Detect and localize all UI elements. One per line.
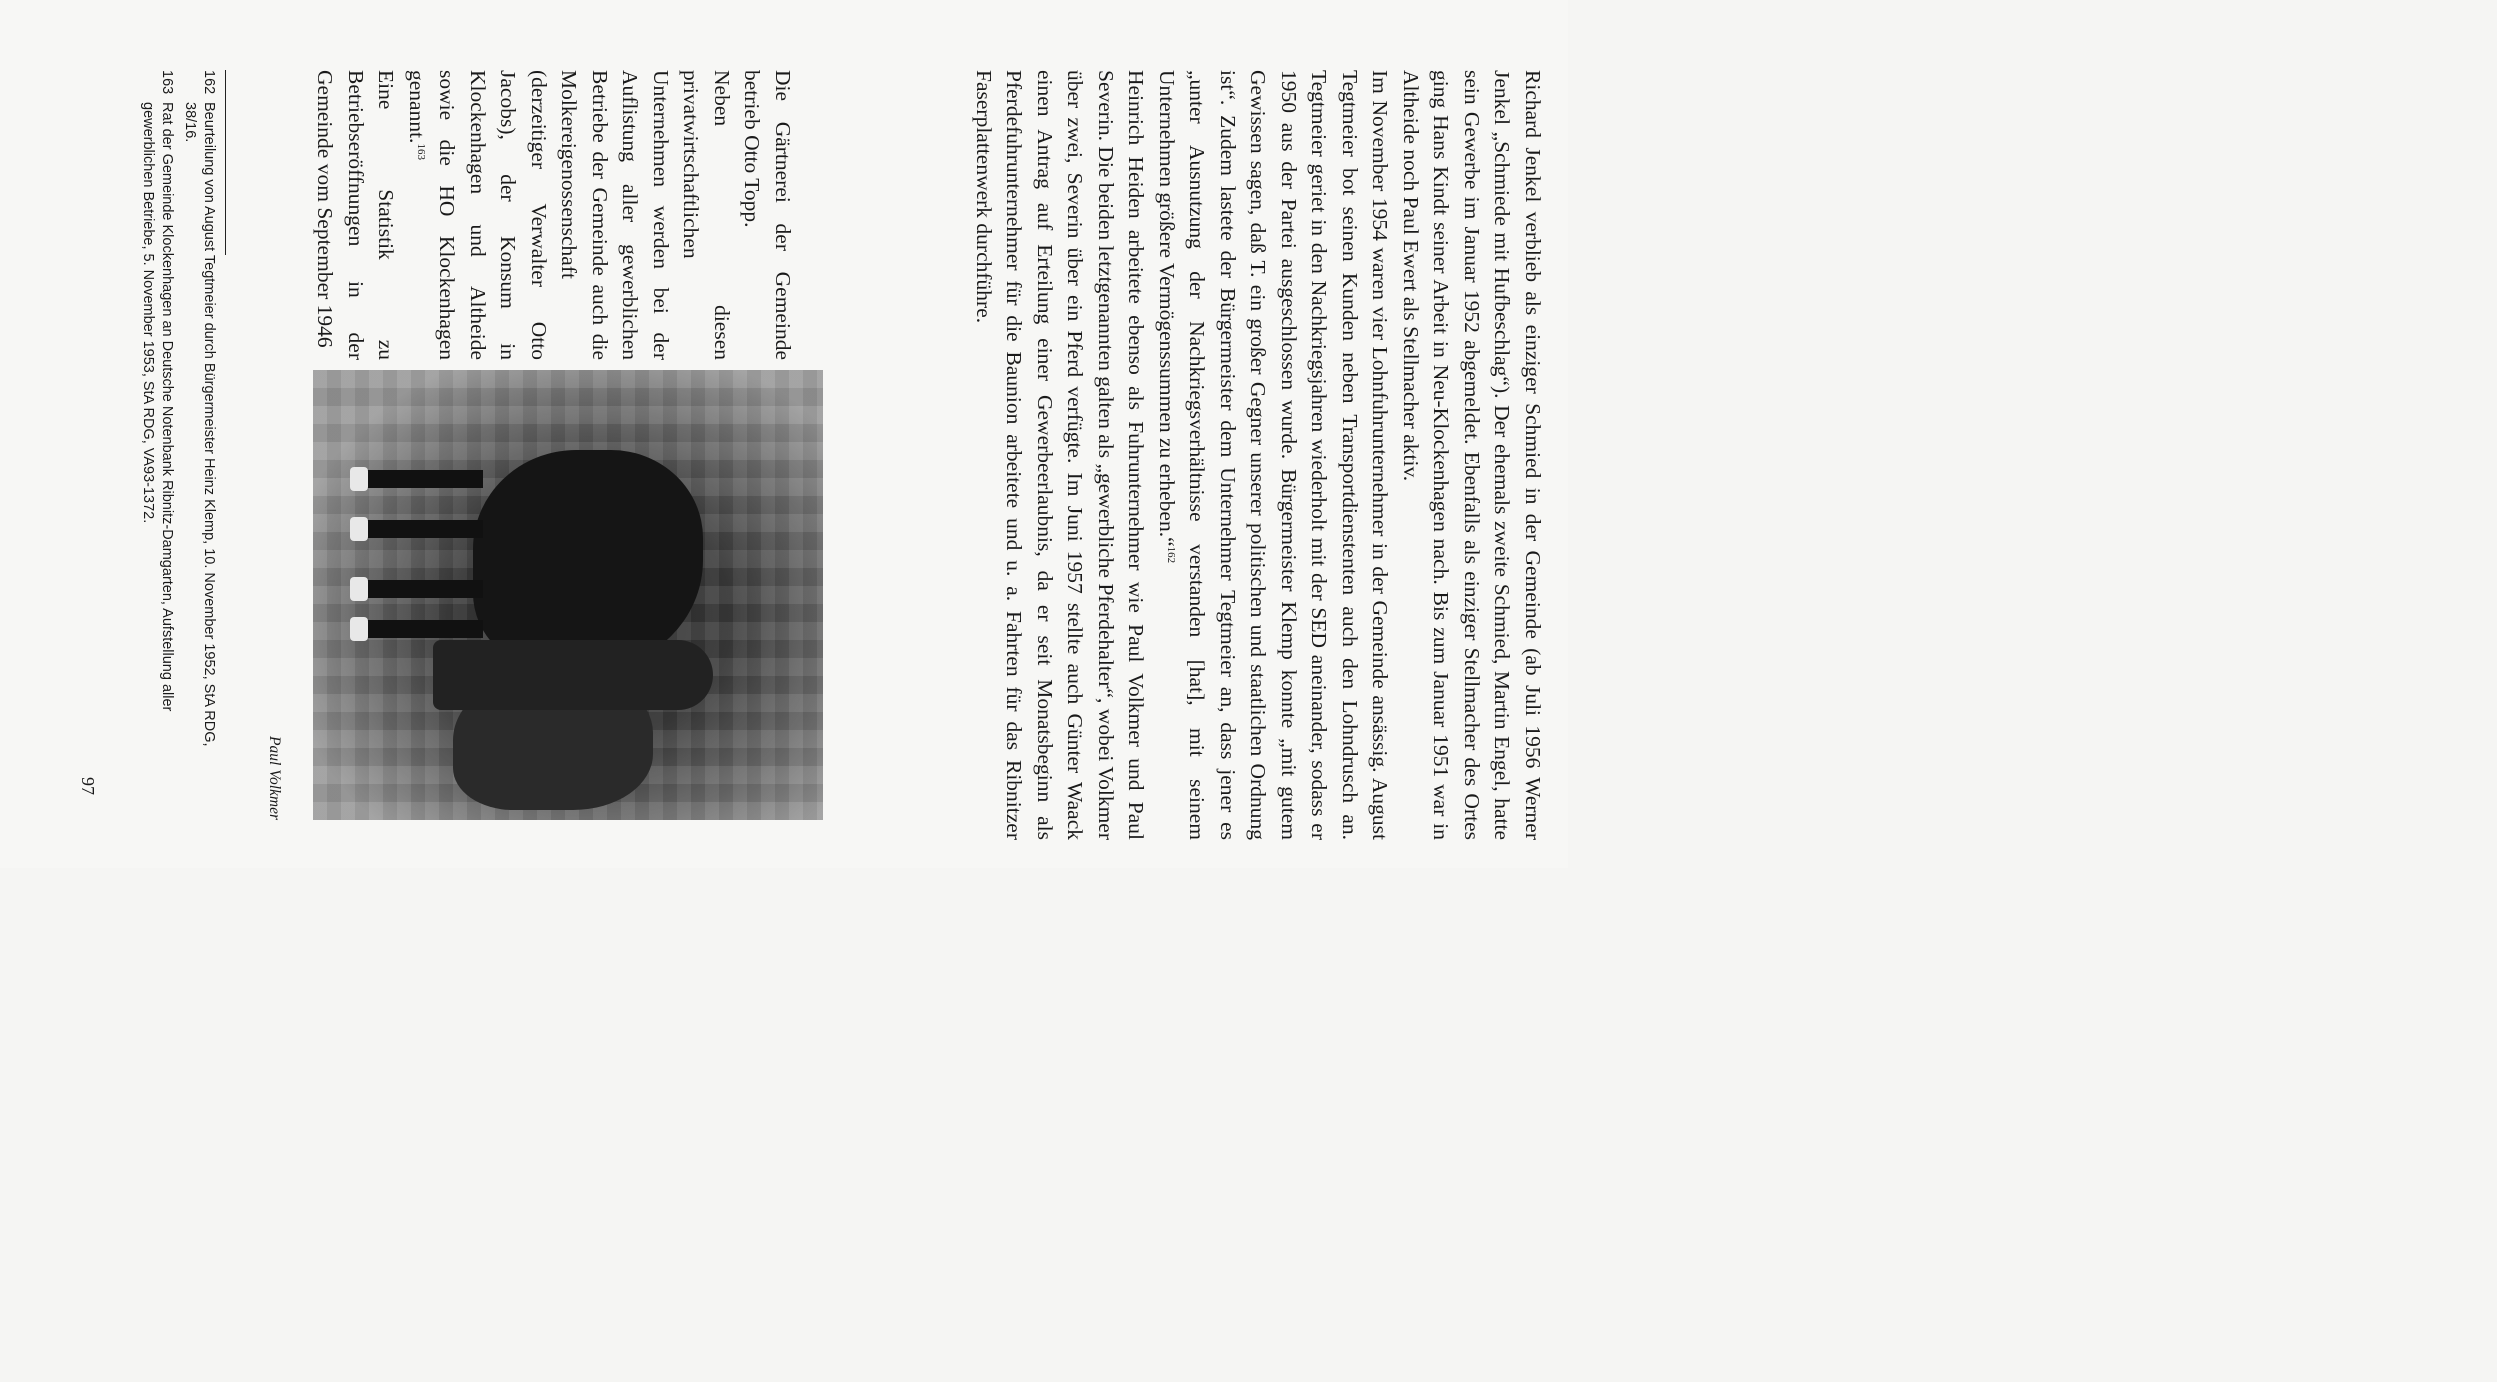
photo-horse-leg: [363, 470, 483, 488]
photo-horse-hoof: [350, 517, 368, 541]
footnote-text: Beurteilung von August Tegtmeier durch Bürgermeister Heinz Klemp, 10. November 1952, StA RDG, 38/16.: [182, 102, 217, 747]
footnote-163: [138, 70, 176, 790]
photo-horse-hoof: [350, 577, 368, 601]
photo-horse-leg: [363, 580, 483, 598]
paragraph-smiths: Richard Jenkel verblieb als einziger Schmied in der Gemeinde (ab Juli 1956 Werner Jenkel „Schmiede mit Hufbeschlag“). Der ehemals zweite Schmied, Martin Engel, hatte sein Gewerbe im Januar 1952 abgemeldet. Ebenfalls als einziger Stellmacher des Ortes ging Hans Kindt seiner Arbeit in Neu-Klockenhagen nach. Bis zum Januar 1951 war in Altheide noch Paul Ewert als Stellmacher aktiv.: [1399, 70, 1545, 840]
book-page: [0, 0, 1568, 868]
photo-horse-leg: [363, 620, 483, 638]
footnotes: [134, 70, 218, 790]
photo-horse-dark: [473, 450, 703, 670]
footnote-162: [180, 70, 218, 790]
photo-caption: Paul Volkmer: [266, 736, 283, 820]
footnote-ref-163: 163: [415, 143, 428, 160]
footnote-number: 162: [201, 70, 217, 95]
paragraph-fuhrunternehmer: Heinrich Heiden arbeitete ebenso als Fuhrunternehmer wie Paul Volkmer und Paul Severin. Die beiden letztgenannten galten als „gewerbliche Pferdehalter“, wobei Volkmer über zwei, Severin über ein Pferd verfügte. Im Juni 1957 stellte auch Günter Waack einen Antrag auf Erteilung einer Gewerbeerlaubnis, da er seit Monatsbeginn als Pferdefuhrunternehmer für die Baunion arbeitete und u. a. Fahrten für das Ribnitzer Faserplattenwerk durchführe.: [972, 70, 1149, 840]
photo-man: [433, 640, 713, 710]
photo-horse-hoof: [350, 617, 368, 641]
footnote-text: Rat der Gemeinde Klockenhagen an Deutsche Notenbank Ribnitz-Damgarten, Aufstellung aller gewerblichen Betriebe, 5. November 1953, StA RDG, VA93-1372.: [140, 102, 175, 712]
scanned-page-viewport: [0, 0, 1568, 868]
footnote-number: 163: [159, 70, 175, 95]
paragraph-betriebe: [402, 70, 738, 360]
body-text-wide: [969, 70, 1549, 840]
body-text-narrow: [310, 70, 798, 360]
paragraph-betriebe-text: Neben diesen privatwirtschaftlichen Unternehmen werden bei der Auflistung aller gewerblichen Betriebe der Gemeinde auch die Molkereigenossenschaft (derzeitiger Verwalter Otto Jacobs), der Konsum in Klockenhagen und Altheide sowie die HO Klockenhagen genannt.: [405, 70, 734, 360]
paragraph-gaertnerei: Die Gärtnerei der Gemeinde betrieb Otto Topp.: [740, 70, 795, 360]
footnote-ref-162: 162: [1165, 546, 1178, 564]
page-number: 97: [78, 777, 98, 795]
paragraph-lohnfuhr-text: Im November 1954 waren vier Lohnfuhrunternehmer in der Gemeinde ansässig. August Tegtmeier bot seinen Kunden neben Transportdienstenten auch den Lohndrusch an. Tegtmeier geriet in den Nachkriegsjahren wiederholt mit der SED aneinander, sodass er 1950 aus der Partei ausgeschlossen wurde. Bürgermeister Klemp konnte „mit gutem Gewissen sagen, daß T. ein großer Gegner unserer politischen und staatlichen Ordnung ist“. Zudem lastete der Bürgermeister dem Unternehmer Tegtmeier an, dass jener es „unter Ausnutzung der Nachkriegsverhältnisse verstanden [hat], mit seinem Unternehmen größere Vermögenssummen zu erheben.“: [1155, 70, 1393, 840]
photo-horse-hoof: [350, 467, 368, 491]
photo-horse-leg: [363, 520, 483, 538]
paragraph-lohnfuhr: [1152, 70, 1396, 840]
paragraph-statistik: Eine Statistik zu Betriebseröffnungen in der Gemeinde vom September 1946: [313, 70, 399, 360]
photo-horses-and-man: [313, 370, 823, 820]
footnote-divider: [225, 70, 226, 255]
